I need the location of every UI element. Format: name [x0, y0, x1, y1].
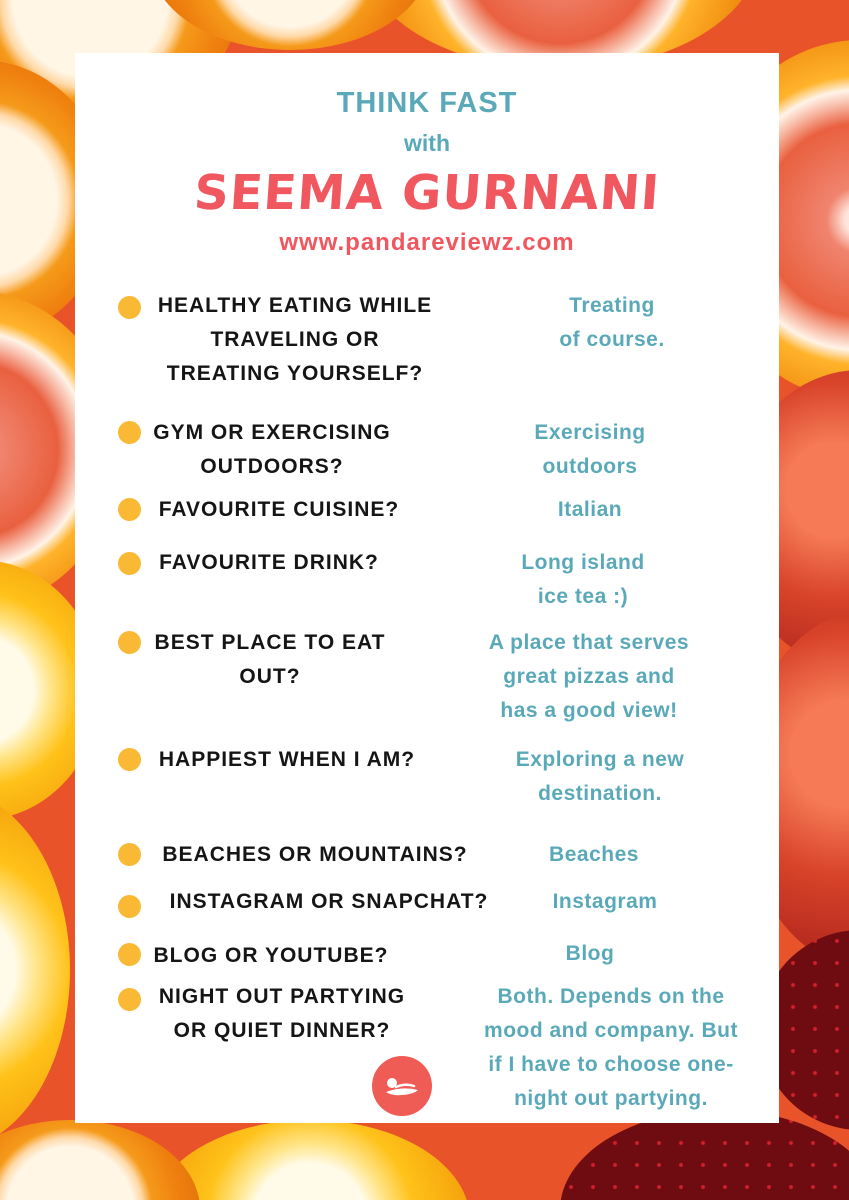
title: THINK FAST: [336, 87, 518, 119]
answer: Italian: [557, 498, 623, 521]
bullet-icon: [118, 748, 141, 771]
answer: Long island ice tea :): [521, 551, 645, 608]
orange-bottom-left: [0, 1120, 200, 1200]
reclining-figure-icon: [372, 1056, 432, 1116]
bullet-icon: [118, 421, 141, 444]
lemon-bottom: [150, 1120, 470, 1200]
answer: Beaches: [549, 843, 639, 866]
answer: A place that serves great pizzas and has a good view!: [488, 631, 690, 722]
answer: Instagram: [552, 890, 658, 913]
question: NIGHT OUT PARTYING OR QUIET DINNER?: [158, 985, 406, 1042]
bullet-icon: [118, 296, 141, 319]
question: FAVOURITE CUISINE?: [158, 498, 400, 521]
website-url: www.pandareviewz.com: [279, 229, 575, 256]
question: BEACHES OR MOUNTAINS?: [162, 843, 468, 866]
question: GYM OR EXERCISING OUTDOORS?: [153, 421, 391, 478]
question: BLOG OR YOUTUBE?: [153, 944, 389, 967]
pomegranate-seeds-bottom: [560, 1110, 849, 1200]
person-name: SEEMA GURNANI: [192, 165, 662, 221]
answer: Both. Depends on the mood and company. But if I have to choose one- night out partying.: [484, 985, 738, 1110]
bullet-icon: [118, 943, 141, 966]
bullet-icon: [118, 843, 141, 866]
answer: Blog: [565, 942, 615, 965]
answer: Exercising outdoors: [534, 421, 646, 478]
bullet-icon: [118, 552, 141, 575]
bullet-icon: [118, 988, 141, 1011]
answer: Treating of course.: [559, 294, 665, 351]
answer: Exploring a new destination.: [515, 748, 685, 805]
bullet-icon: [118, 631, 141, 654]
bullet-icon: [118, 895, 141, 918]
brand-logo: [372, 1056, 432, 1116]
question: BEST PLACE TO EAT OUT?: [154, 631, 386, 688]
question: FAVOURITE DRINK?: [159, 551, 379, 574]
lemon-left-2: [0, 790, 70, 1150]
question: INSTAGRAM OR SNAPCHAT?: [169, 890, 489, 913]
content-card: [75, 53, 779, 1123]
with-label: with: [404, 130, 450, 156]
question: HAPPIEST WHEN I AM?: [158, 748, 416, 771]
question: HEALTHY EATING WHILE TRAVELING OR TREATING YOURSELF?: [157, 294, 433, 385]
bullet-icon: [118, 498, 141, 521]
